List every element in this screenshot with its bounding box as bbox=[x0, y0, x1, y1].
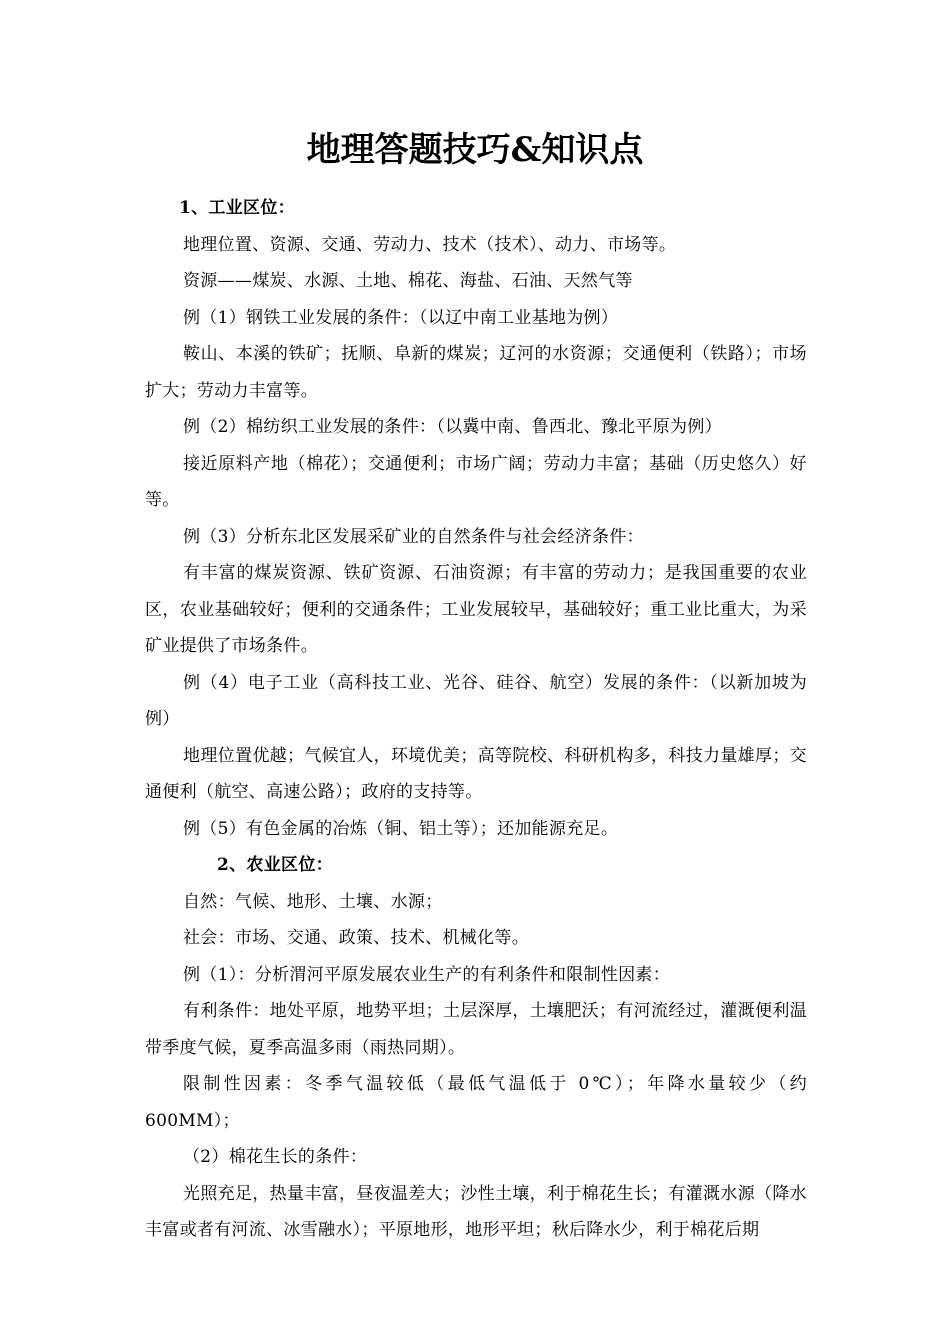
paragraph: 例（1）钢铁工业发展的条件：（以辽中南工业基地为例） bbox=[183, 307, 619, 328]
paragraph: 有丰富的煤炭资源、铁矿资源、石油资源；有丰富的劳动力；是我国重要的农业区，农业基础较好；便利的交通条件；工业发展较早，基础较好；重工业比重大，为采矿业提供了市场条件。 bbox=[145, 563, 807, 656]
paragraph: 例（3）分析东北区发展采矿业的自然条件与社会经济条件： bbox=[183, 526, 644, 547]
document-title: 地理答题技巧&知识点 bbox=[306, 130, 644, 170]
paragraph: 接近原料产地（棉花）；交通便利；市场广阔；劳动力丰富；基础（历史悠久）好等。 bbox=[145, 453, 807, 510]
paragraph: 例（5）有色金属的冶炼（铜、铝土等）；还加能源充足。 bbox=[183, 818, 619, 839]
paragraph: 光照充足，热量丰富，昼夜温差大；沙性土壤，利于棉花生长；有灌溉水源（降水丰富或者有河流、冰雪融水）；平原地形，地形平坦；秋后降水少，利于棉花后期 bbox=[145, 1183, 807, 1240]
paragraph: 有利条件：地处平原，地势平坦；土层深厚，土壤肥沃；有河流经过，灌溉便利温带季度气候，夏季高温多雨（雨热同期）。 bbox=[145, 1001, 807, 1058]
section-heading-agriculture: 2、农业区位： bbox=[217, 855, 333, 875]
paragraph: 地理位置、资源、交通、劳动力、技术（技术）、动力、市场等。 bbox=[183, 234, 677, 255]
paragraph: 资源——煤炭、水源、土地、棉花、海盐、石油、天然气等 bbox=[183, 271, 633, 291]
paragraph: 例（4）电子工业（高科技工业、光谷、硅谷、航空）发展的条件：（以新加坡为例） bbox=[145, 672, 807, 729]
paragraph: 自然：气候、地形、土壤、水源； bbox=[183, 891, 443, 912]
paragraph: 限制性因素：冬季气温较低（最低气温低于 0℃）；年降水量较少（约600MM）； bbox=[145, 1074, 807, 1131]
paragraph: 例（2）棉纺织工业发展的条件：（以冀中南、鲁西北、豫北平原为例） bbox=[183, 417, 722, 437]
paragraph: 地理位置优越；气候宜人，环境优美；高等院校、科研机构多，科技力量雄厚；交通便利（航空、高速公路）；政府的支持等。 bbox=[145, 745, 807, 802]
paragraph: 鞍山、本溪的铁矿；抚顺、阜新的煤炭；辽河的水资源；交通便利（铁路）；市场扩大；劳动力丰富等。 bbox=[145, 344, 807, 401]
paragraph: 例（1）：分析渭河平原发展农业生产的有利条件和限制性因素： bbox=[183, 964, 671, 985]
paragraph: 社会：市场、交通、政策、技术、机械化等。 bbox=[183, 928, 529, 948]
document-body bbox=[145, 190, 807, 1249]
paragraph: （2）棉花生长的条件： bbox=[183, 1147, 368, 1167]
section-heading-industry: 1、工业区位： bbox=[179, 198, 295, 218]
